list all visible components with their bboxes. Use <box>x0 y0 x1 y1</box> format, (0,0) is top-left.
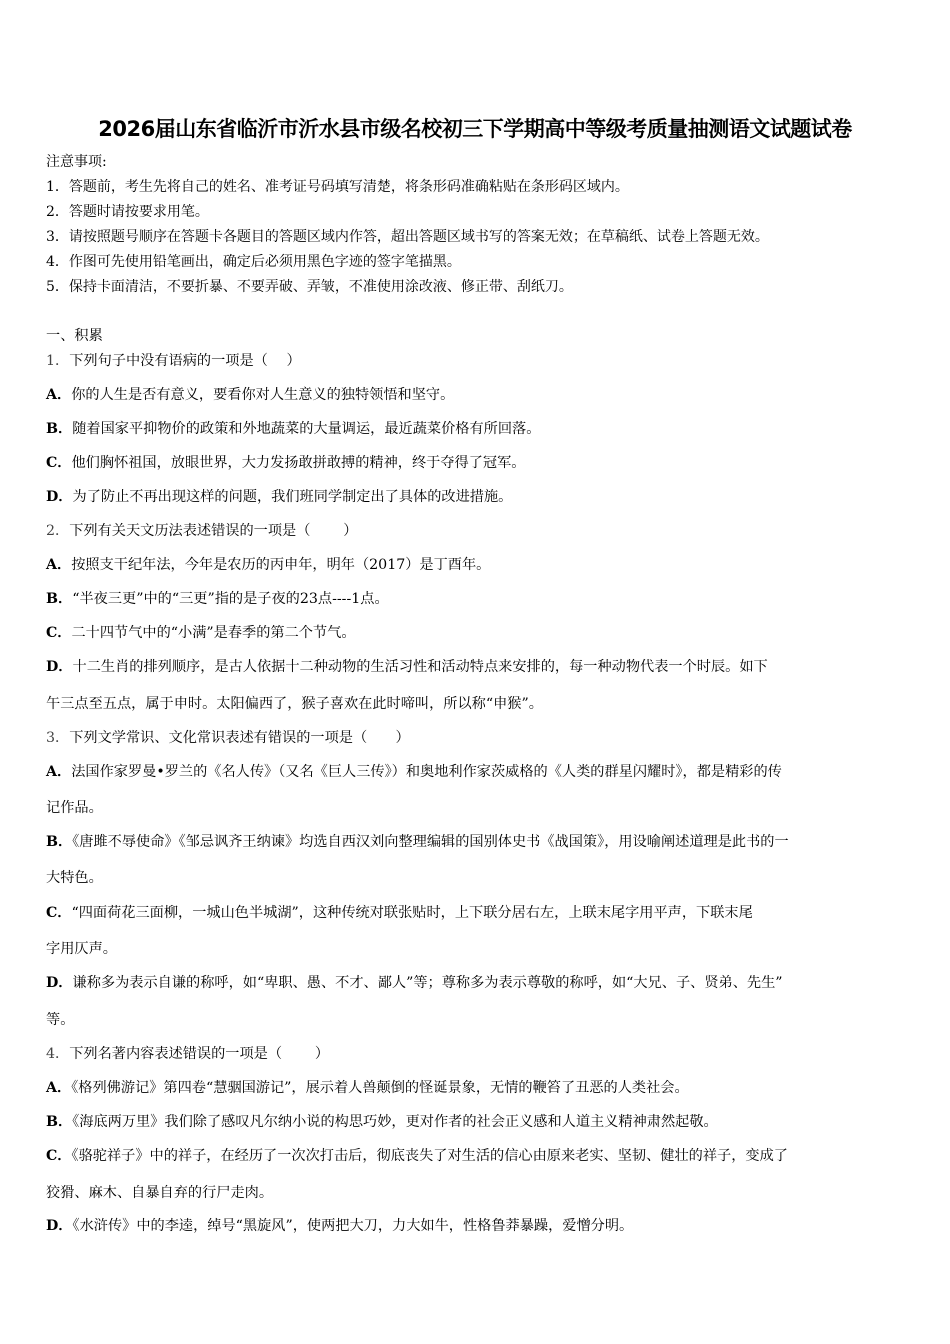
option-text: 谦称多为表示自谦的称呼，如“卑职、愚、不才、鄙人”等；尊称多为表示尊敬的称呼，如“大兄、子、贤弟、先生” <box>72 975 783 991</box>
question-number: 4． <box>46 1046 70 1062</box>
question-stem <box>46 1044 329 1064</box>
document-title: 2026届山东省临沂市沂水县市级名校初三下学期高中等级考质量抽测语文试题试卷 <box>98 117 852 141</box>
question-text: 下列名著内容表述错误的一项是（ ） <box>69 1046 330 1062</box>
question-text: 下列句子中没有语病的一项是（ ） <box>69 353 301 369</box>
option-text: “半夜三更”中的“三更”指的是子夜的23点----1点。 <box>72 591 389 607</box>
option-line <box>46 589 389 609</box>
notice-item: 4．作图可先使用铅笔画出，确定后必须用黑色字迹的签字笔描黑。 <box>46 254 461 270</box>
option-label: B． <box>46 834 73 850</box>
option-text: 十二生肖的排列顺序，是古人依据十二种动物的生活习性和活动特点来安排的，每一种动物代表一个时辰。如下 <box>72 659 768 675</box>
option-text: 《骆驼祥子》中的祥子，在经历了一次次打击后，彻底丧失了对生活的信心由原来老实、坚韧、健壮的祥子，变成了 <box>71 1148 788 1164</box>
option-text: 《格列佛游记》第四卷“慧骃国游记”，展示着人兽颠倒的怪诞景象，无情的鞭笞了丑恶的人类社会。 <box>71 1080 689 1096</box>
option-continuation: 记作品。 <box>46 800 103 816</box>
question-text: 下列文学常识、文化常识表述有错误的一项是（ ） <box>69 730 410 746</box>
notice-item: 1．答题前，考生先将自己的姓名、准考证号码填写清楚，将条形码准确粘贴在条形码区域内。 <box>46 179 629 195</box>
question-text: 下列有关天文历法表述错误的一项是（ ） <box>69 523 358 539</box>
option-text: 你的人生是否有意义，要看你对人生意义的独特领悟和坚守。 <box>71 387 455 403</box>
option-text: 《唐雎不辱使命》《邹忌讽齐王纳谏》均选自西汉刘向整理编辑的国别体史书《战国策》，用设喻阐述道理是此书的一 <box>72 834 789 850</box>
option-line <box>46 453 526 473</box>
option-label: B． <box>46 1114 73 1130</box>
option-line <box>46 1146 788 1166</box>
option-continuation: 大特色。 <box>46 870 103 886</box>
question-number: 3． <box>46 730 70 746</box>
option-line <box>46 487 512 507</box>
option-label: C． <box>46 455 72 471</box>
option-line <box>46 1112 718 1132</box>
section-heading: 一、积累 <box>46 328 103 344</box>
option-line <box>46 1216 633 1236</box>
option-text: 《水浒传》中的李逵，绰号“黑旋风”，使两把大刀，力大如牛，性格鲁莽暴躁，爱憎分明。 <box>72 1218 634 1234</box>
option-label: D． <box>46 1218 73 1234</box>
option-continuation: 狡猾、麻木、自暴自弃的行尸走肉。 <box>46 1185 274 1201</box>
option-text: 法国作家罗曼•罗兰的《名人传》（又名《巨人三传》）和奥地利作家茨威格的《人类的群星闪耀时》，都是精彩的传 <box>71 764 782 780</box>
option-label: C． <box>46 1148 72 1164</box>
option-line <box>46 623 356 643</box>
option-text: 二十四节气中的“小满”是春季的第二个节气。 <box>71 625 356 641</box>
option-line <box>46 657 768 677</box>
notice-item: 2．答题时请按要求用笔。 <box>46 204 209 220</box>
option-label: D． <box>46 659 73 675</box>
option-continuation: 等。 <box>46 1012 75 1028</box>
option-label: C． <box>46 625 72 641</box>
notice-item: 5．保持卡面清洁，不要折暴、不要弄破、弄皱，不准使用涂改液、修正带、刮纸刀。 <box>46 279 573 295</box>
option-label: A． <box>46 387 72 403</box>
option-text: 《海底两万里》我们除了感叹凡尔纳小说的构思巧妙，更对作者的社会正义感和人道主义精神肃然起敬。 <box>72 1114 718 1130</box>
notice-heading: 注意事项: <box>46 154 107 170</box>
question-stem <box>46 728 410 748</box>
option-label: A． <box>46 764 72 780</box>
option-label: A． <box>46 1080 72 1096</box>
option-text: 他们胸怀祖国，放眼世界，大力发扬敢拼敢搏的精神，终于夺得了冠军。 <box>71 455 526 471</box>
option-label: A． <box>46 557 72 573</box>
option-label: D． <box>46 975 73 991</box>
option-line <box>46 1078 689 1098</box>
option-label: B． <box>46 591 73 607</box>
option-line <box>46 555 490 575</box>
option-label: B． <box>46 421 73 437</box>
option-label: C． <box>46 905 72 921</box>
option-continuation: 字用仄声。 <box>46 941 117 957</box>
option-continuation: 午三点至五点，属于申时。太阳偏西了，猴子喜欢在此时啼叫，所以称“申猴”。 <box>46 696 543 712</box>
option-text: “四面荷花三面柳，一城山色半城湖”，这种传统对联张贴时，上下联分居右左，上联末尾字用平声，下联末尾 <box>71 905 753 921</box>
option-line <box>46 903 753 923</box>
option-label: D． <box>46 489 73 505</box>
question-number: 1． <box>46 353 70 369</box>
option-text: 随着国家平抑物价的政策和外地蔬菜的大量调运，最近蔬菜价格有所回落。 <box>72 421 541 437</box>
question-number: 2． <box>46 523 70 539</box>
option-line <box>46 385 454 405</box>
notice-item: 3．请按照题号顺序在答题卡各题目的答题区域内作答，超出答题区域书写的答案无效；在草稿纸、试卷上答题无效。 <box>46 229 769 245</box>
question-stem <box>46 351 301 371</box>
option-text: 按照支干纪年法，今年是农历的丙申年，明年（2017）是丁酉年。 <box>71 557 491 573</box>
option-text: 为了防止不再出现这样的问题，我们班同学制定出了具体的改进措施。 <box>72 489 513 505</box>
question-stem <box>46 521 357 541</box>
option-line <box>46 762 782 782</box>
option-line <box>46 419 540 439</box>
option-line <box>46 973 783 993</box>
option-line <box>46 832 789 852</box>
